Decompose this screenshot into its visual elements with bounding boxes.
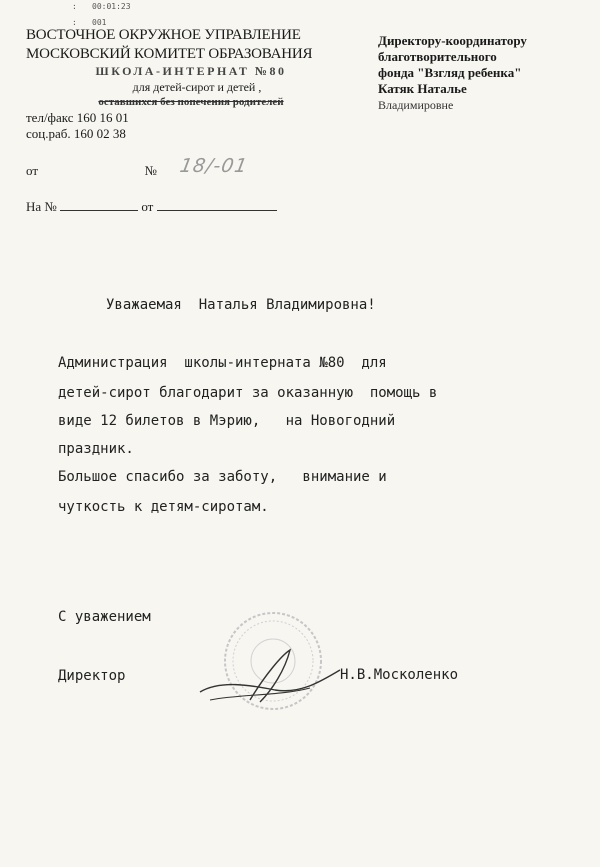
fax-page: 001 (92, 18, 107, 27)
registry-number-label: № (144, 163, 157, 178)
recipient-line4: Катяк Наталье (378, 81, 467, 96)
letter-position: Директор (58, 668, 126, 684)
registry-ref-blank (60, 198, 138, 211)
sender-social: соц.раб. 160 02 38 (26, 126, 126, 141)
registry-ref-from-label: от (141, 199, 154, 214)
recipient-block (378, 33, 588, 113)
letter-signatory: Н.В.Москоленко (340, 667, 459, 683)
registry-row-reference (26, 198, 277, 215)
sender-phone: тел/факс 160 16 01 (26, 110, 129, 125)
letter-p2-line2: чуткость к детям-сиротам. (58, 499, 269, 515)
letter-p2-line1: Большое спасибо за заботу, внимание и (58, 469, 387, 485)
letter-closing: С уважением (58, 609, 151, 625)
sender-school-desc: для детей-сирот и детей , (132, 80, 262, 94)
recipient-line1: Директору-координатору (378, 33, 527, 48)
letter-p1-line2: детей-сирот благодарит за оказанную помощь в (58, 385, 438, 401)
registry-number-handwritten: 18/-01 (178, 155, 250, 177)
letter-greeting: Уважаемая Наталья Владимировна! (106, 297, 376, 313)
recipient-line5: Владимировне (378, 98, 454, 112)
director-signature (190, 630, 360, 720)
fax-header: : 00:01:23 : 001 (72, 2, 131, 27)
registry-ref-date-blank (157, 198, 277, 211)
recipient-line3: фонда "Взгляд ребенка" (378, 65, 522, 80)
recipient-line2: благотворительного (378, 49, 497, 64)
registry-row-outgoing (26, 163, 157, 179)
letter-p1-line3: виде 12 билетов в Мэрию, на Новогодний (58, 413, 396, 429)
sender-committee: МОСКОВСКИЙ КОМИТЕТ ОБРАЗОВАНИЯ (26, 46, 313, 62)
sender-department: ВОСТОЧНОЕ ОКРУЖНОЕ УПРАВЛЕНИЕ (26, 27, 301, 43)
fax-time: 00:01:23 (92, 2, 131, 11)
letter-p1-line4: праздник. (58, 441, 134, 457)
registry-ref-label: На № (26, 199, 57, 214)
letter-p1-line1: Администрация школы-интерната №80 для (58, 355, 387, 371)
registry-from-label: от (26, 163, 39, 178)
sender-school-desc2: оставшихся без попечения родителей (98, 96, 284, 108)
sender-school: ШКОЛА-ИНТЕРНАТ №80 (95, 64, 287, 78)
sender-letterhead (26, 26, 356, 142)
